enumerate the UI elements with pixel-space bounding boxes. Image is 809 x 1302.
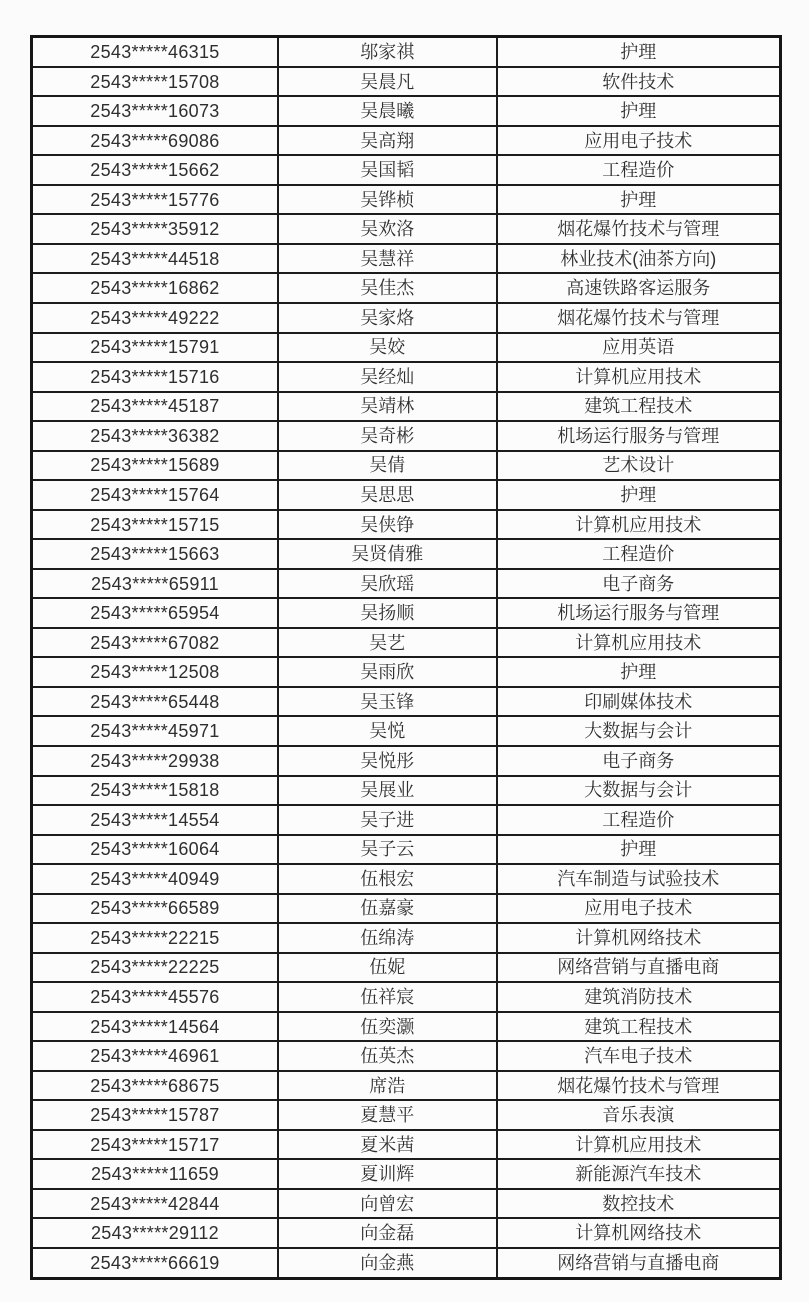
table-row [32, 982, 781, 1012]
table-row [32, 96, 781, 126]
candidate-id: 2543*****36382 [32, 421, 278, 451]
candidate-id: 2543*****14554 [32, 805, 278, 835]
admitted-major: 建筑工程技术 [497, 392, 781, 422]
candidate-id: 2543*****22225 [32, 953, 278, 983]
candidate-name: 吴国韬 [278, 155, 497, 185]
admitted-major: 高速铁路客运服务 [497, 273, 781, 303]
candidate-name: 吴晨曦 [278, 96, 497, 126]
admitted-major: 应用电子技术 [497, 126, 781, 156]
candidate-id: 2543*****44518 [32, 244, 278, 274]
candidate-id: 2543*****29112 [32, 1218, 278, 1248]
admitted-major: 数控技术 [497, 1189, 781, 1219]
admitted-major: 应用电子技术 [497, 894, 781, 924]
candidate-name: 夏训辉 [278, 1159, 497, 1189]
admitted-major: 工程造价 [497, 539, 781, 569]
table-row [32, 864, 781, 894]
candidate-name: 吴展业 [278, 776, 497, 806]
admitted-major: 大数据与会计 [497, 716, 781, 746]
admitted-major: 电子商务 [497, 746, 781, 776]
candidate-name: 吴佳杰 [278, 273, 497, 303]
candidate-name: 伍英杰 [278, 1041, 497, 1071]
candidate-name: 伍祥宸 [278, 982, 497, 1012]
admitted-major: 音乐表演 [497, 1100, 781, 1130]
admitted-major: 护理 [497, 657, 781, 687]
admitted-major: 电子商务 [497, 569, 781, 599]
candidate-id: 2543*****35912 [32, 214, 278, 244]
candidate-name: 吴欢洛 [278, 214, 497, 244]
admitted-major: 计算机网络技术 [497, 923, 781, 953]
candidate-name: 夏米茜 [278, 1130, 497, 1160]
candidate-id: 2543*****29938 [32, 746, 278, 776]
admitted-major: 工程造价 [497, 155, 781, 185]
table-row [32, 1012, 781, 1042]
candidate-id: 2543*****16064 [32, 835, 278, 865]
table-row [32, 628, 781, 658]
admitted-major: 汽车电子技术 [497, 1041, 781, 1071]
candidate-id: 2543*****46961 [32, 1041, 278, 1071]
admitted-major: 印刷媒体技术 [497, 687, 781, 717]
admitted-major: 计算机网络技术 [497, 1218, 781, 1248]
table-row [32, 894, 781, 924]
admitted-major: 艺术设计 [497, 451, 781, 481]
table-row [32, 746, 781, 776]
candidate-id: 2543*****22215 [32, 923, 278, 953]
candidate-name: 吴悦 [278, 716, 497, 746]
table-row [32, 716, 781, 746]
candidate-name: 伍妮 [278, 953, 497, 983]
table-row [32, 569, 781, 599]
candidate-id: 2543*****66619 [32, 1248, 278, 1278]
admitted-major: 护理 [497, 480, 781, 510]
candidate-name: 吴艺 [278, 628, 497, 658]
candidate-id: 2543*****49222 [32, 303, 278, 333]
candidate-id: 2543*****15717 [32, 1130, 278, 1160]
admitted-major: 大数据与会计 [497, 776, 781, 806]
admitted-major: 网络营销与直播电商 [497, 953, 781, 983]
candidate-name: 吴慧祥 [278, 244, 497, 274]
admitted-major: 护理 [497, 835, 781, 865]
table-row [32, 37, 781, 67]
candidate-name: 吴子云 [278, 835, 497, 865]
admitted-major: 林业技术(油茶方向) [497, 244, 781, 274]
candidate-id: 2543*****66589 [32, 894, 278, 924]
candidate-id: 2543*****11659 [32, 1159, 278, 1189]
candidate-name: 伍嘉豪 [278, 894, 497, 924]
admitted-major: 网络营销与直播电商 [497, 1248, 781, 1278]
candidate-id: 2543*****15791 [32, 333, 278, 363]
table-row [32, 480, 781, 510]
candidate-id: 2543*****16073 [32, 96, 278, 126]
table-row [32, 1218, 781, 1248]
candidate-name: 吴贤倩雅 [278, 539, 497, 569]
candidate-id: 2543*****15787 [32, 1100, 278, 1130]
table-row [32, 1130, 781, 1160]
table-row [32, 510, 781, 540]
candidate-id: 2543*****46315 [32, 37, 278, 67]
table-row [32, 67, 781, 97]
candidate-id: 2543*****42844 [32, 1189, 278, 1219]
candidate-name: 伍根宏 [278, 864, 497, 894]
candidate-id: 2543*****15764 [32, 480, 278, 510]
candidate-id: 2543*****14564 [32, 1012, 278, 1042]
admitted-major: 应用英语 [497, 333, 781, 363]
candidate-id: 2543*****16862 [32, 273, 278, 303]
table-row [32, 333, 781, 363]
candidate-id: 2543*****45187 [32, 392, 278, 422]
table-row [32, 1189, 781, 1219]
admitted-major: 烟花爆竹技术与管理 [497, 303, 781, 333]
admitted-major: 汽车制造与试验技术 [497, 864, 781, 894]
candidate-name: 吴高翔 [278, 126, 497, 156]
table-row [32, 657, 781, 687]
candidate-name: 夏慧平 [278, 1100, 497, 1130]
candidate-name: 吴奇彬 [278, 421, 497, 451]
candidate-name: 吴家烙 [278, 303, 497, 333]
table-row [32, 421, 781, 451]
admitted-major: 机场运行服务与管理 [497, 421, 781, 451]
admitted-major: 计算机应用技术 [497, 1130, 781, 1160]
table-row [32, 155, 781, 185]
table-row [32, 776, 781, 806]
table-row [32, 214, 781, 244]
table-row [32, 687, 781, 717]
admitted-major: 护理 [497, 37, 781, 67]
candidate-id: 2543*****15689 [32, 451, 278, 481]
candidate-id: 2543*****67082 [32, 628, 278, 658]
candidate-id: 2543*****15662 [32, 155, 278, 185]
candidate-name: 吴子进 [278, 805, 497, 835]
admitted-major: 护理 [497, 185, 781, 215]
candidate-name: 吴晨凡 [278, 67, 497, 97]
candidate-id: 2543*****45576 [32, 982, 278, 1012]
candidate-name: 吴姣 [278, 333, 497, 363]
table-row [32, 805, 781, 835]
candidate-id: 2543*****12508 [32, 657, 278, 687]
table-row [32, 598, 781, 628]
candidate-id: 2543*****15716 [32, 362, 278, 392]
candidate-id: 2543*****45971 [32, 716, 278, 746]
table-row [32, 244, 781, 274]
candidate-name: 伍奕灏 [278, 1012, 497, 1042]
admitted-major: 烟花爆竹技术与管理 [497, 214, 781, 244]
table-row [32, 392, 781, 422]
candidate-name: 吴雨欣 [278, 657, 497, 687]
candidate-id: 2543*****69086 [32, 126, 278, 156]
admitted-major: 机场运行服务与管理 [497, 598, 781, 628]
candidate-name: 吴倩 [278, 451, 497, 481]
table-row [32, 1071, 781, 1101]
table-row [32, 923, 781, 953]
admitted-major: 计算机应用技术 [497, 362, 781, 392]
candidate-name: 吴经灿 [278, 362, 497, 392]
admitted-major: 计算机应用技术 [497, 628, 781, 658]
candidate-id: 2543*****65954 [32, 598, 278, 628]
admitted-major: 护理 [497, 96, 781, 126]
candidate-name: 伍绵涛 [278, 923, 497, 953]
candidate-name: 席浩 [278, 1071, 497, 1101]
candidate-id: 2543*****68675 [32, 1071, 278, 1101]
admitted-major: 新能源汽车技术 [497, 1159, 781, 1189]
candidate-id: 2543*****15708 [32, 67, 278, 97]
admitted-major: 建筑工程技术 [497, 1012, 781, 1042]
admission-table [30, 35, 782, 1280]
candidate-id: 2543*****15776 [32, 185, 278, 215]
candidate-id: 2543*****15663 [32, 539, 278, 569]
table-row [32, 835, 781, 865]
candidate-name: 吴侠铮 [278, 510, 497, 540]
candidate-name: 向曾宏 [278, 1189, 497, 1219]
candidate-name: 吴悦彤 [278, 746, 497, 776]
table-row [32, 539, 781, 569]
candidate-name: 吴扬顺 [278, 598, 497, 628]
table-row [32, 1041, 781, 1071]
candidate-name: 吴思思 [278, 480, 497, 510]
candidate-id: 2543*****40949 [32, 864, 278, 894]
candidate-id: 2543*****15715 [32, 510, 278, 540]
table-row [32, 126, 781, 156]
candidate-name: 吴铧桢 [278, 185, 497, 215]
admission-table-body [32, 37, 781, 1279]
admitted-major: 计算机应用技术 [497, 510, 781, 540]
table-row [32, 303, 781, 333]
table-row [32, 1100, 781, 1130]
candidate-id: 2543*****15818 [32, 776, 278, 806]
candidate-name: 吴欣瑶 [278, 569, 497, 599]
table-row [32, 1248, 781, 1278]
admitted-major: 烟花爆竹技术与管理 [497, 1071, 781, 1101]
admitted-major: 软件技术 [497, 67, 781, 97]
table-row [32, 451, 781, 481]
admitted-major: 建筑消防技术 [497, 982, 781, 1012]
table-row [32, 185, 781, 215]
candidate-id: 2543*****65911 [32, 569, 278, 599]
table-row [32, 273, 781, 303]
candidate-name: 向金燕 [278, 1248, 497, 1278]
table-row [32, 1159, 781, 1189]
table-row [32, 953, 781, 983]
admitted-major: 工程造价 [497, 805, 781, 835]
candidate-id: 2543*****65448 [32, 687, 278, 717]
candidate-name: 吴玉锋 [278, 687, 497, 717]
candidate-name: 吴靖林 [278, 392, 497, 422]
table-row [32, 362, 781, 392]
candidate-name: 邬家祺 [278, 37, 497, 67]
candidate-name: 向金磊 [278, 1218, 497, 1248]
